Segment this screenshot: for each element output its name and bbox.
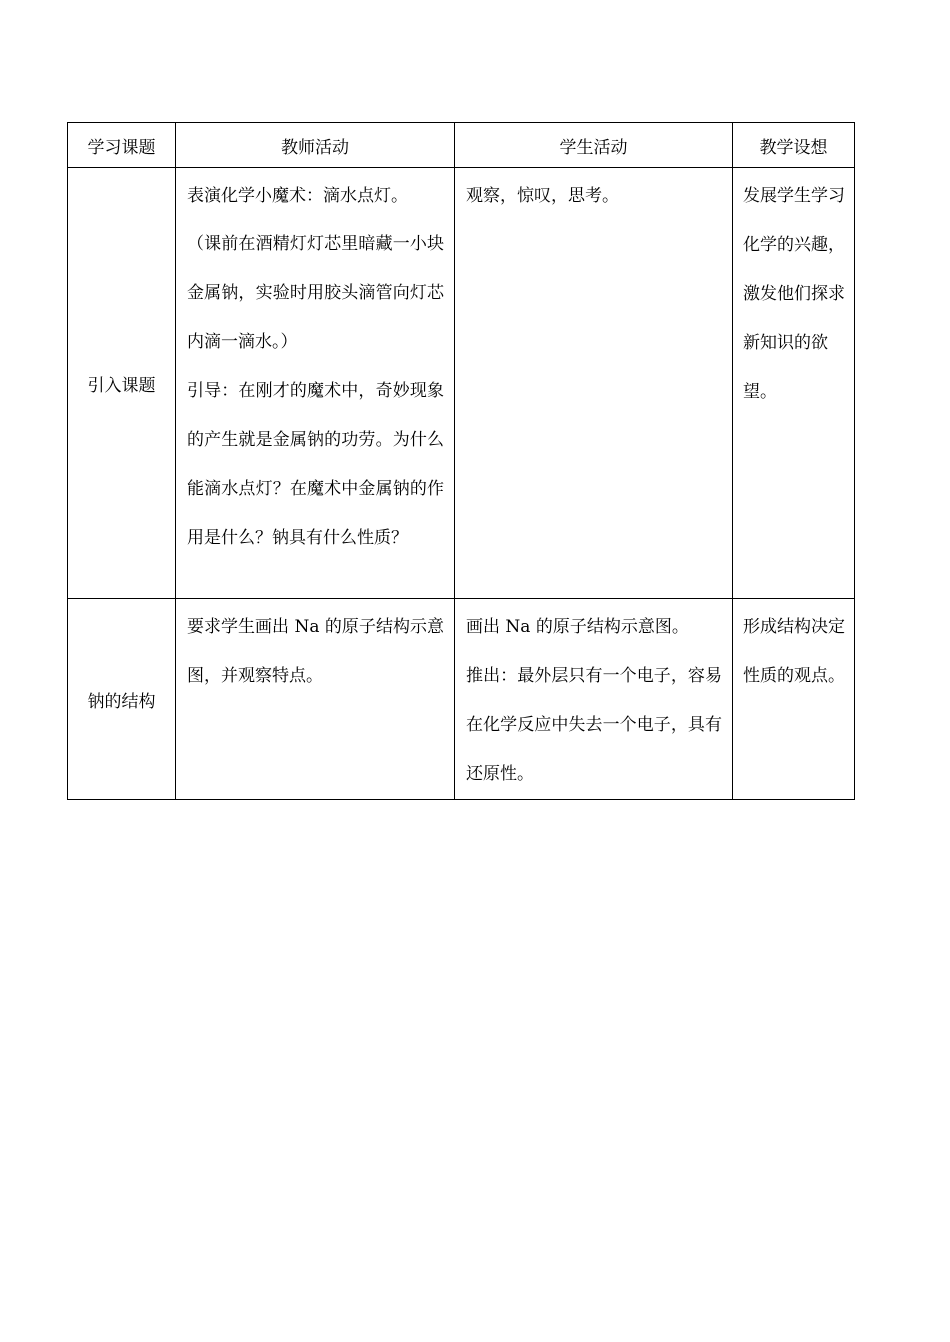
teacher-activity-text: （课前在酒精灯灯芯里暗藏一小块金属钠，实验时用胶头滴管向灯芯内滴一滴水。） xyxy=(187,234,444,352)
teaching-design-cell xyxy=(733,599,855,800)
header-topic: 学习课题 xyxy=(68,123,176,168)
teacher-activity-text: 表演化学小魔术：滴水点灯。 xyxy=(187,186,408,206)
teacher-activity-text: 要求学生画出 Na 的原子结构示意图，并观察特点。 xyxy=(187,617,444,686)
table-row xyxy=(68,168,855,599)
header-teacher-activity: 教师活动 xyxy=(176,123,455,168)
teaching-design-text: 形成结构决定性质的观点。 xyxy=(743,617,845,686)
student-activity-cell xyxy=(455,168,733,599)
student-activity-cell xyxy=(455,599,733,800)
teaching-design-text: 发展学生学习化学的兴趣，激发他们探求新知识的欲望。 xyxy=(743,186,845,402)
teacher-activity-cell xyxy=(176,168,455,599)
table-header-row xyxy=(68,123,855,168)
teacher-activity-cell xyxy=(176,599,455,800)
student-activity-text: 观察，惊叹，思考。 xyxy=(466,186,619,206)
topic-cell: 钠的结构 xyxy=(68,599,176,800)
header-student-activity: 学生活动 xyxy=(455,123,733,168)
student-activity-text: 画出 Na 的原子结构示意图。 xyxy=(466,617,689,637)
student-activity-text: 推出：最外层只有一个电子，容易在化学反应中失去一个电子，具有还原性。 xyxy=(466,666,722,784)
teaching-design-cell xyxy=(733,168,855,599)
lesson-plan-table xyxy=(67,122,855,800)
header-teaching-design: 教学设想 xyxy=(733,123,855,168)
table-row xyxy=(68,599,855,800)
topic-cell: 引入课题 xyxy=(68,168,176,599)
teacher-activity-text: 引导：在刚才的魔术中，奇妙现象的产生就是金属钠的功劳。为什么能滴水点灯？在魔术中金属钠的作用是什么？钠具有什么性质？ xyxy=(187,381,444,548)
